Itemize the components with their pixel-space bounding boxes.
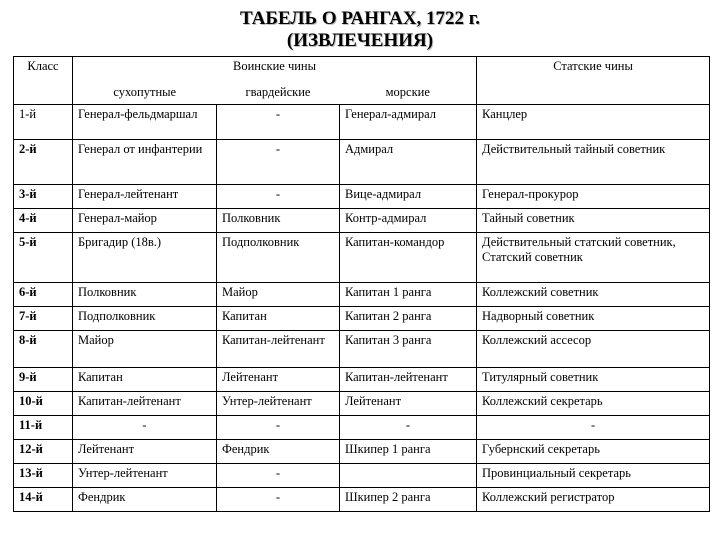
guard-rank-cell: Подполковник [217, 233, 340, 283]
land-rank-cell: Бригадир (18в.) [73, 233, 217, 283]
table-row [14, 368, 710, 392]
class-cell: 14-й [14, 488, 73, 512]
class-cell: 1-й [14, 105, 73, 140]
civil-rank-cell: Тайный советник [477, 209, 710, 233]
table-row [14, 331, 710, 368]
table-row [14, 416, 710, 440]
header-military: Воинские чины [73, 57, 477, 83]
naval-rank-cell: Контр-адмирал [340, 209, 477, 233]
naval-rank-cell: Капитан-лейтенант [340, 368, 477, 392]
land-rank-cell: Унтер-лейтенант [73, 464, 217, 488]
naval-rank-cell: Шкипер 2 ранга [340, 488, 477, 512]
naval-rank-cell: - [340, 416, 477, 440]
class-cell: 6-й [14, 283, 73, 307]
civil-rank-cell: Действительный статский советник, Статский советник [477, 233, 710, 283]
guard-rank-cell: - [217, 416, 340, 440]
class-cell: 11-й [14, 416, 73, 440]
table-row [14, 464, 710, 488]
header-civil: Статские чины [477, 57, 710, 105]
naval-rank-cell: Капитан 3 ранга [340, 331, 477, 368]
naval-rank-cell: Вице-адмирал [340, 185, 477, 209]
guard-rank-cell: Капитан-лейтенант [217, 331, 340, 368]
guard-rank-cell: - [217, 488, 340, 512]
class-cell: 12-й [14, 440, 73, 464]
land-rank-cell: Майор [73, 331, 217, 368]
civil-rank-cell: Действительный тайный советник [477, 140, 710, 185]
civil-rank-cell: Канцлер [477, 105, 710, 140]
guard-rank-cell: Унтер-лейтенант [217, 392, 340, 416]
land-rank-cell: - [73, 416, 217, 440]
table-row [14, 105, 710, 140]
class-cell: 9-й [14, 368, 73, 392]
naval-rank-cell: Капитан-командор [340, 233, 477, 283]
land-rank-cell: Подполковник [73, 307, 217, 331]
naval-rank-cell: Капитан 2 ранга [340, 307, 477, 331]
land-rank-cell: Генерал-лейтенант [73, 185, 217, 209]
class-cell: 5-й [14, 233, 73, 283]
ranks-table [13, 56, 710, 512]
header-guard: гвардейские [217, 83, 340, 105]
table-row [14, 440, 710, 464]
class-cell: 8-й [14, 331, 73, 368]
table-row [14, 307, 710, 331]
table-row [14, 283, 710, 307]
civil-rank-cell: Губернский секретарь [477, 440, 710, 464]
table-row [14, 209, 710, 233]
header-land: сухопутные [73, 83, 217, 105]
table-row [14, 392, 710, 416]
class-cell: 3-й [14, 185, 73, 209]
table-row [14, 488, 710, 512]
guard-rank-cell: Лейтенант [217, 368, 340, 392]
guard-rank-cell: - [217, 140, 340, 185]
class-cell: 13-й [14, 464, 73, 488]
land-rank-cell: Генерал от инфантерии [73, 140, 217, 185]
guard-rank-cell: Фендрик [217, 440, 340, 464]
page-title: ТАБЕЛЬ О РАНГАХ, 1722 г. [239, 8, 481, 29]
header-class: Класс [14, 57, 73, 105]
class-cell: 4-й [14, 209, 73, 233]
land-rank-cell: Капитан-лейтенант [73, 392, 217, 416]
naval-rank-cell: Адмирал [340, 140, 477, 185]
naval-rank-cell [340, 464, 477, 488]
civil-rank-cell: Коллежский советник [477, 283, 710, 307]
civil-rank-cell: Титулярный советник [477, 368, 710, 392]
page-subtitle: (ИЗВЛЕЧЕНИЯ) [286, 30, 434, 51]
table-row [14, 233, 710, 283]
civil-rank-cell: Коллежский регистратор [477, 488, 710, 512]
table-row [14, 185, 710, 209]
guard-rank-cell: Майор [217, 283, 340, 307]
civil-rank-cell: Коллежский ассесор [477, 331, 710, 368]
land-rank-cell: Лейтенант [73, 440, 217, 464]
land-rank-cell: Полковник [73, 283, 217, 307]
civil-rank-cell: Провинциальный секретарь [477, 464, 710, 488]
class-cell: 10-й [14, 392, 73, 416]
naval-rank-cell: Лейтенант [340, 392, 477, 416]
header-naval: морские [340, 83, 477, 105]
land-rank-cell: Капитан [73, 368, 217, 392]
civil-rank-cell: Генерал-прокурор [477, 185, 710, 209]
naval-rank-cell: Шкипер 1 ранга [340, 440, 477, 464]
naval-rank-cell: Генерал-адмирал [340, 105, 477, 140]
class-cell: 7-й [14, 307, 73, 331]
land-rank-cell: Фендрик [73, 488, 217, 512]
land-rank-cell: Генерал-майор [73, 209, 217, 233]
land-rank-cell: Генерал-фельдмаршал [73, 105, 217, 140]
civil-rank-cell: - [477, 416, 710, 440]
guard-rank-cell: - [217, 185, 340, 209]
guard-rank-cell: - [217, 105, 340, 140]
class-cell: 2-й [14, 140, 73, 185]
civil-rank-cell: Коллежский секретарь [477, 392, 710, 416]
table-row [14, 140, 710, 185]
naval-rank-cell: Капитан 1 ранга [340, 283, 477, 307]
guard-rank-cell: - [217, 464, 340, 488]
guard-rank-cell: Капитан [217, 307, 340, 331]
civil-rank-cell: Надворный советник [477, 307, 710, 331]
guard-rank-cell: Полковник [217, 209, 340, 233]
